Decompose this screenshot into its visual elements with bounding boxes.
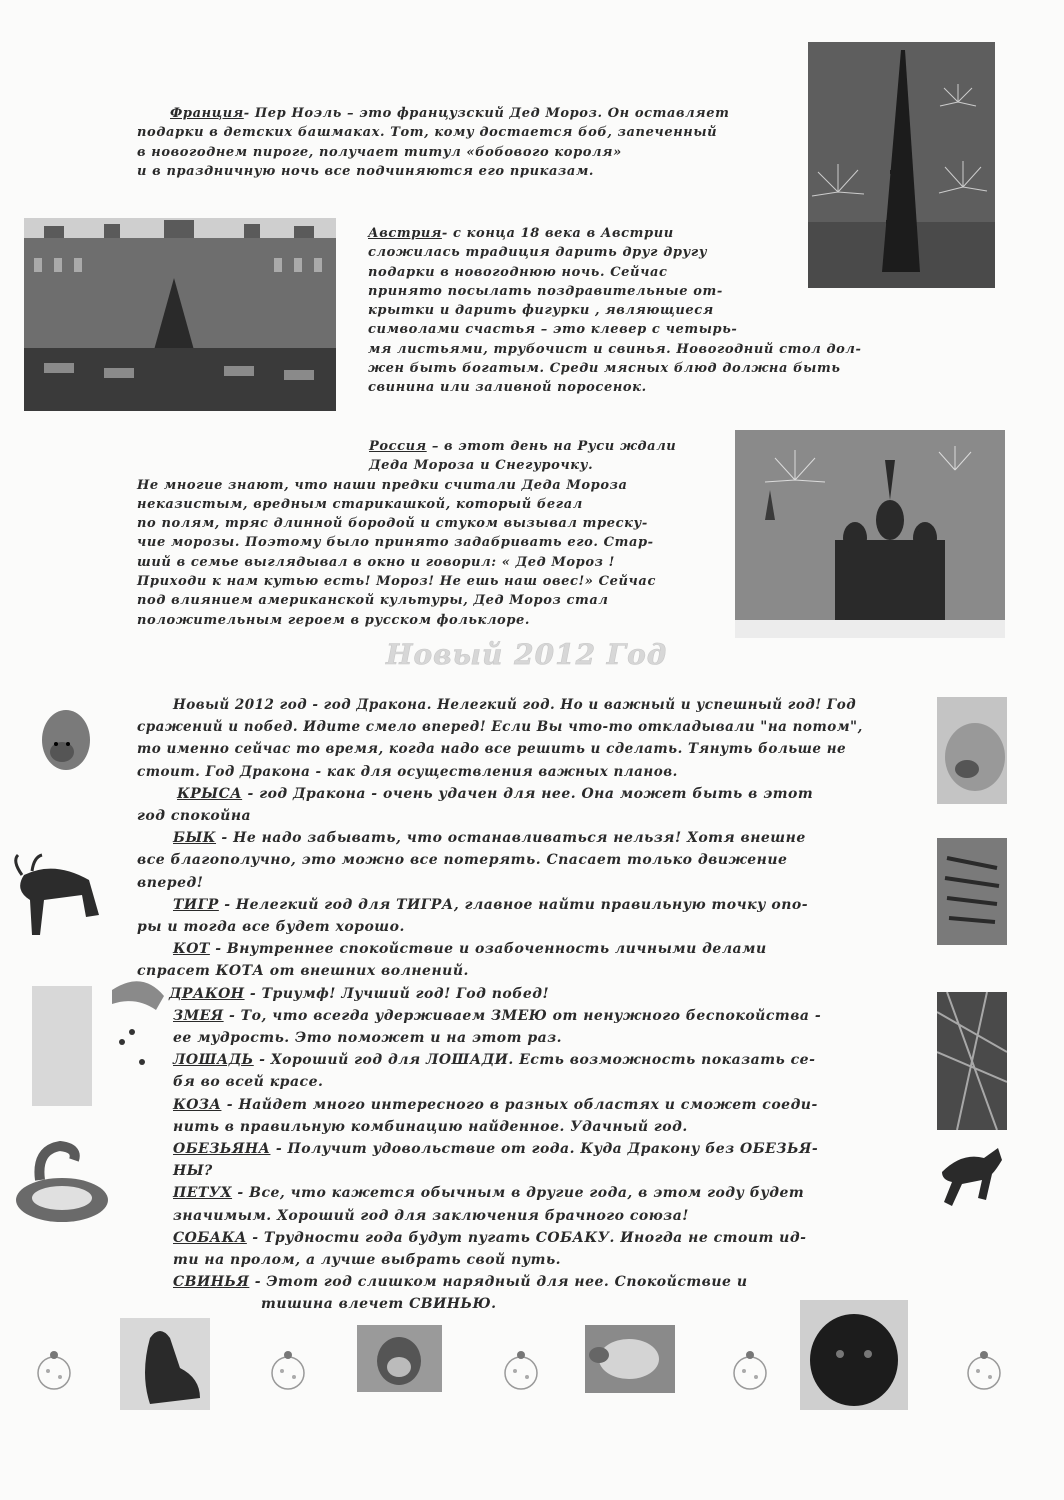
zodiac-goat: КОЗА - Найдет много интересного в разных областях и сможет соеди- — [173, 1096, 818, 1113]
zodiac-section: Новый 2012 год - год Дракона. Нелегкий год. Но и важный и успешный год! Год сражений и побед. Идите смело вперед! Если Вы что-то откладывали "на потом", то именно сейчас то время, когда надо все решить и сделать. Тянуть больше не стоит. Год Дракона - как для осуществления важных планов. КРЫСА - год Дракона - очень удачен для нее. Она может быть в этот год спокойна БЫК - Не надо забывать, что останавливаться нельзя! Хотя внешне все благополучно, это можно все потерять. Спасает только движение вперед! ТИГР - Нелегкий год для ТИГРА, главное найти правильную точку опо- ры и тогда все будет хорошо. КОТ - Внутреннее спокойствие и озабоченность личными делами спрасет КОТА от внешних волнений. ДРАКОН - Триумф! Лучший год! Год побед! ЗМЕЯ - То, что всегда удерживаем ЗМЕЮ от ненужного беспокойства - ее мудрость. Это поможет и на этот раз. ЛОШАДЬ - Хороший год для ЛОШАДИ. Есть возможность показать се- бя во всей красе. КОЗА - Найдет много интересного в разных областях и сможет соеди- нить в правильную комбинацию найденное. Удачный год. ОБЕЗЬЯНА - Получит удовольствие от года. Куда Дракону без ОБЕЗЬЯ- НЫ? ПЕТУХ - Все, что кажется обычным в другие года, в этом году будет значимым. Хороший год для заключения брачного союза! СОБАКА - Трудности года будут пугать СОБАКУ. Иногда не стоит ид- ти на пролом, а лучше выбрать свой путь. СВИНЬЯ - Этот год слишком нарядный для нее. Спокойствие и тишина влечет СВИНЬЮ. — [137, 697, 863, 1313]
sheep-picture — [585, 1325, 675, 1393]
ornament-icon — [960, 1345, 1008, 1393]
russia-section: Россия – в этот день на Руси ждали Деда Мороза и Снегурочку. Не многие знают, что наши предки считали Деда Мороза неказистым, вредным старикашкой, который бегал по полям, тряс длинной бородой и стуком вызывал треску- чие морозы. Поэтому было принято задабривать его. Стар- ший в семье выглядывал в окно и говорил: « Дед Мороз ! Приходи к нам кутью есть! Мороз! Не ешь наш овес!» Сейчас под влиянием американской культуры, Дед Мороз стал положительным героем в русском фольклоре. — [137, 439, 677, 628]
monkey-picture — [357, 1325, 442, 1392]
russia-label: Россия — [369, 439, 427, 454]
zodiac-cat: КОТ - Внутреннее спокойствие и озабоченность личными делами — [173, 941, 767, 958]
zodiac-monkey: ОБЕЗЬЯНА - Получит удовольствие от года. Куда Дракону без ОБЕЗЬЯ- — [173, 1141, 819, 1158]
austria-section: Австрия- с конца 18 века в Австрии сложилась традиция дарить друг другу подарки в новогоднюю ночь. Сейчас принято посылать поздравительные от- крытки и дарить фигурки , являющиеся символами счастья – это клевер с четырь- мя листьями, трубочист и свинья. Новогодний стол дол- жен быть богатым. Среди мясных блюд должна быть свинина или заливной поросенок. — [368, 226, 862, 396]
horse-picture — [934, 1142, 1012, 1220]
ornament-icon — [264, 1345, 312, 1393]
zodiac-rooster: ПЕТУХ - Все, что кажется обычным в другие года, в этом году будет — [173, 1185, 805, 1202]
ornament-icon — [30, 1345, 78, 1393]
rat-picture — [32, 700, 94, 780]
bull-picture — [4, 845, 112, 940]
zodiac-dog: СОБАКА - Трудности года будут пугать СОБАКУ. Иногда не стоит ид- — [173, 1229, 807, 1246]
pig-picture — [937, 697, 1007, 804]
ornament-icon — [726, 1345, 774, 1393]
snake-picture — [10, 1140, 115, 1225]
new-year-heading: Новый 2012 Год — [386, 638, 668, 671]
zodiac-ox: БЫК - Не надо забывать, что останавливаться нельзя! Хотя внешне — [173, 830, 806, 847]
rooster-picture — [120, 1318, 210, 1410]
zodiac-dragon: ДРАКОН - Триумф! Лучший год! Год побед! — [169, 985, 550, 1002]
zodiac-pig: СВИНЬЯ - Этот год слишком нарядный для нее. Спокойствие и — [173, 1274, 748, 1291]
france-section: Франция- Пер Ноэль – это французский Дед Мороз. Он оставляет подарки в детских башмаках. Тот, кому достается боб, запеченный в новогоднем пироге, получает титул «бобового короля» и в праздничную ночь все подчиняются его приказам. — [137, 106, 730, 179]
zodiac-horse: ЛОШАДЬ - Хороший год для ЛОШАДИ. Есть возможность показать се- — [173, 1052, 816, 1069]
zodiac-rat: КРЫСА - год Дракона - очень удачен для нее. Она может быть в этот — [177, 785, 814, 802]
dog-picture — [800, 1300, 908, 1410]
france-label: Франция — [170, 106, 244, 121]
dragon-texture-picture — [937, 992, 1007, 1130]
tiger-picture — [937, 838, 1007, 945]
moscow-photo — [735, 430, 1005, 638]
austria-label: Австрия — [368, 226, 442, 241]
vienna-photo — [24, 218, 336, 411]
zodiac-tiger: ТИГР - Нелегкий год для ТИГРА, главное найти правильную точку опо- — [173, 896, 809, 913]
ornament-icon — [497, 1345, 545, 1393]
zodiac-snake: ЗМЕЯ - То, что всегда удерживаем ЗМЕЮ от ненужного беспокойства - — [173, 1007, 822, 1024]
